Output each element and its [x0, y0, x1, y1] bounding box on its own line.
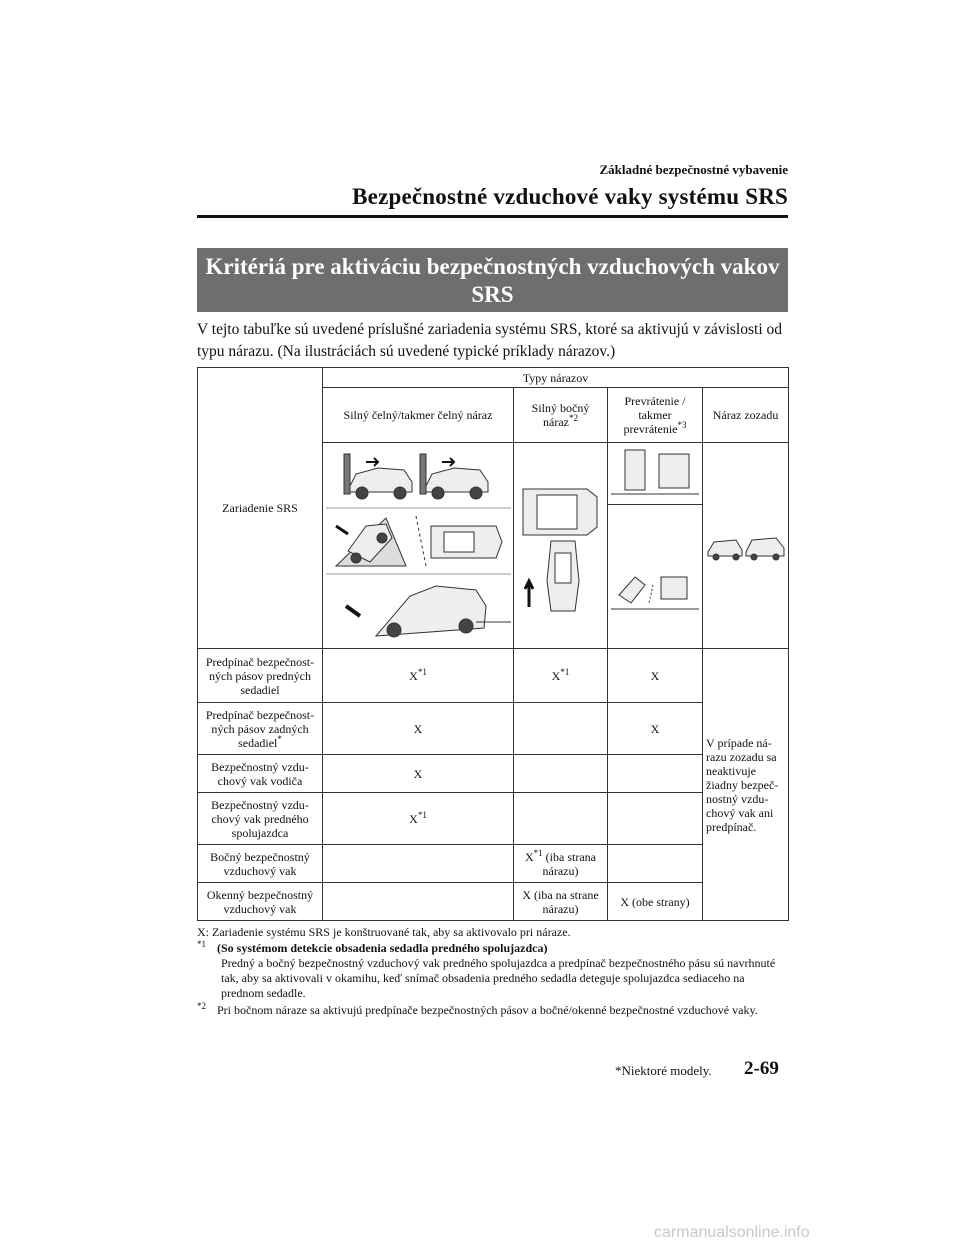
- footnote-1: [197, 941, 797, 1001]
- near-rollover-illustration: [611, 505, 699, 635]
- impact-types-header: Typy nárazov: [323, 368, 789, 388]
- cell-curtain-airbag-side: X (iba na strane nárazu): [514, 883, 608, 921]
- cell-rear-pretensioner-frontal: X: [323, 703, 514, 755]
- banner-line-2: SRS: [471, 282, 514, 307]
- footnote-2-mark: *2: [197, 1001, 206, 1011]
- col-header-side: Silný bočný náraz$^{*2}$: [514, 388, 608, 443]
- frontal-illustrations: [323, 443, 514, 649]
- cell-front-pretensioner-side: $X^{*1}$: [514, 649, 608, 703]
- section-banner: [197, 248, 788, 312]
- row-label-front-pretensioner: Predpínač bezpečnost-ných pásov predných sedadiel: [198, 649, 323, 703]
- footnote-2-body: Pri bočnom náraze sa aktivujú predpínače bezpečnostných pásov a bočné/okenné bezpečnostné vzduchové vaky.: [217, 1003, 758, 1017]
- cell-rear-pretensioner-side: [514, 703, 608, 755]
- page-number: 2-69: [744, 1058, 779, 1079]
- cell-side-airbag-side: $X^{*1}$ (iba strana nárazu): [514, 845, 608, 883]
- cell-driver-airbag-frontal: X: [323, 755, 514, 793]
- rear-crash-illustration: [706, 526, 786, 566]
- cell-driver-airbag-side: [514, 755, 608, 793]
- cell-side-airbag-rollover: [608, 845, 703, 883]
- row-label-passenger-airbag: Bezpečnostný vzdu-chový vak predného spolujazdca: [198, 793, 323, 845]
- row-label-rear-pretensioner: Predpínač bezpečnost-ných pásov zadných sedadiel*: [198, 703, 323, 755]
- frontal-crash-illustration: [326, 446, 511, 646]
- cell-front-pretensioner-frontal: $X^{*1}$: [323, 649, 514, 703]
- banner-line-1: Kritériá pre aktiváciu bezpečnostných vzduchových vakov: [205, 254, 780, 279]
- x-definition: X: Zariadenie systému SRS je konštruované tak, aby sa aktivovalo pri náraze.: [197, 925, 571, 939]
- row-label-side-airbag: Bočný bezpečnostný vzduchový vak: [198, 845, 323, 883]
- section-header: Základné bezpečnostné vybavenie: [599, 162, 788, 177]
- footnote-1-body: Predný a bočný bezpečnostný vzduchový vak predného spolujazdca a predpínač bezpečnostného pásu sú navrhnuté tak, aby sa aktivovali v okamihu, keď snímač obsadenia predného sedadla deteguje spolujazdca sediaceho na prednom sedadle.: [221, 956, 776, 1000]
- cell-curtain-airbag-frontal: [323, 883, 514, 921]
- rear-impact-note: V prípade ná-razu zozadu sa neaktivuje žiadny bezpeč-nostný vzdu-chový vak ani predpínač.: [703, 649, 789, 921]
- header-divider: [197, 215, 788, 218]
- corner-cell: Zariadenie SRS: [198, 368, 323, 649]
- srs-activation-table: [197, 367, 789, 921]
- row-label-driver-airbag: Bezpečnostný vzdu-chový vak vodiča: [198, 755, 323, 793]
- rollover-illustration: [611, 444, 699, 500]
- watermark: carmanualsonline.info: [654, 1224, 810, 1241]
- col-header-rear: Náraz zozadu: [703, 388, 789, 443]
- footnote-1-title: (So systémom detekcie obsadenia sedadla predného spolujazdca): [217, 941, 548, 955]
- cell-passenger-airbag-side: [514, 793, 608, 845]
- rollover-illustrations: [608, 443, 703, 649]
- side-illustration: [514, 443, 608, 649]
- footnote-2: [197, 1003, 797, 1018]
- cell-side-airbag-frontal: [323, 845, 514, 883]
- cell-front-pretensioner-rollover: X: [608, 649, 703, 703]
- cell-passenger-airbag-rollover: [608, 793, 703, 845]
- rear-illustration: [703, 443, 789, 649]
- intro-paragraph: V tejto tabuľke sú uvedené príslušné zariadenia systému SRS, ktoré sa aktivujú v závislosti od typu nárazu. (Na ilustráciách sú uvedené typické príklady nárazov.): [197, 321, 783, 360]
- footnote-1-mark: *1: [197, 939, 206, 949]
- col-header-rollover: Prevrátenie / takmer prevrátenie$^{*3}$: [608, 388, 703, 443]
- cell-rear-pretensioner-rollover: X: [608, 703, 703, 755]
- cell-driver-airbag-rollover: [608, 755, 703, 793]
- models-note: *Niektoré modely.: [615, 1063, 712, 1078]
- row-label-curtain-airbag: Okenný bezpečnostný vzduchový vak: [198, 883, 323, 921]
- cell-curtain-airbag-rollover: X (obe strany): [608, 883, 703, 921]
- side-crash-illustration: [517, 471, 605, 621]
- col-header-frontal: Silný čelný/takmer čelný náraz: [323, 388, 514, 443]
- page-title: Bezpečnostné vzduchové vaky systému SRS: [352, 184, 788, 209]
- cell-passenger-airbag-frontal: $X^{*1}$: [323, 793, 514, 845]
